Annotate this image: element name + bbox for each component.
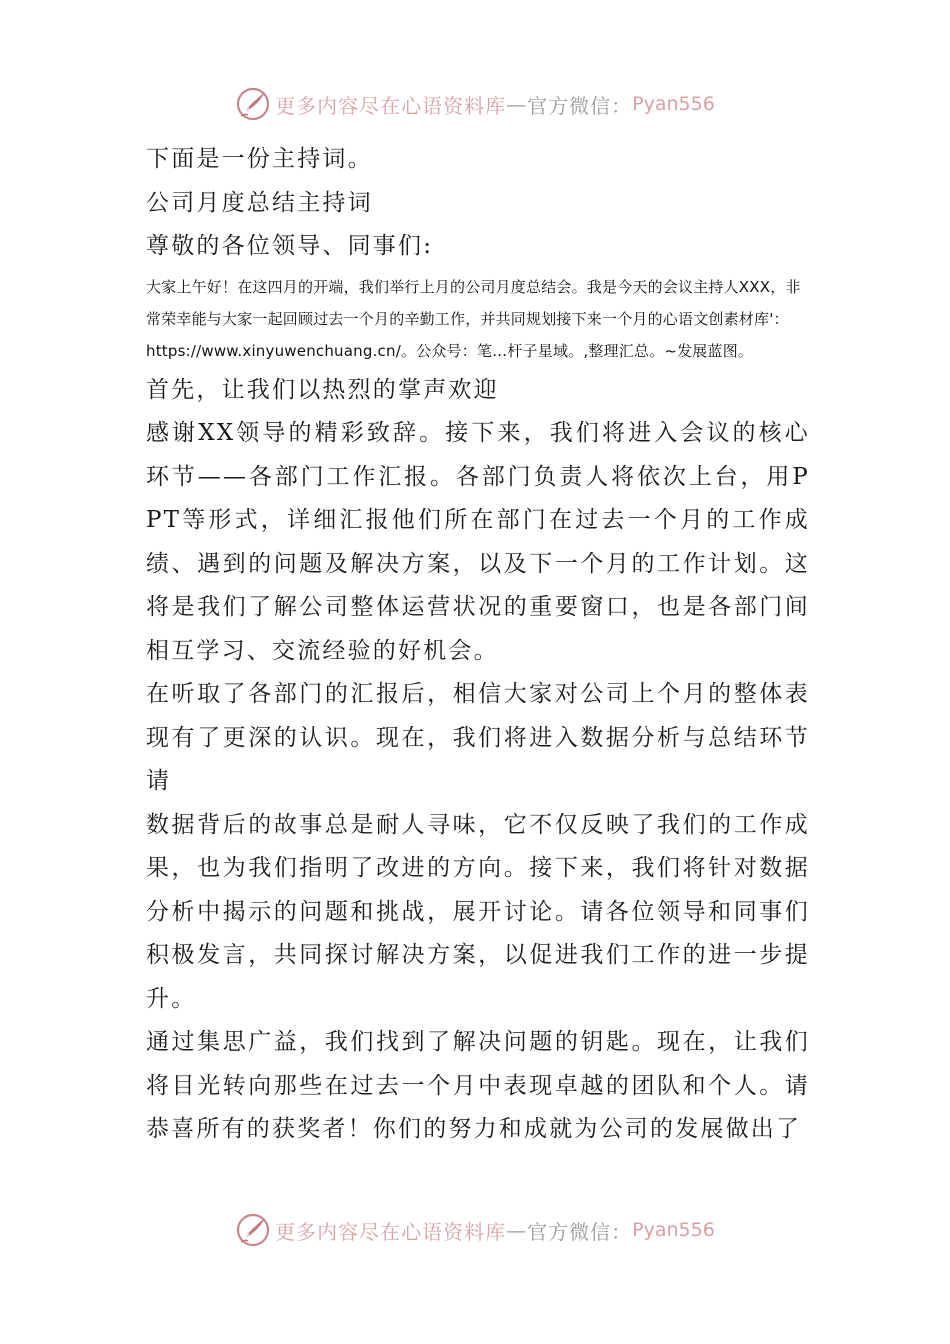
quill-logo-icon: [235, 1212, 271, 1248]
banner-wechat-label: 官方微信：: [527, 93, 633, 118]
paragraph-awards: 通过集思广益，我们找到了解决问题的钥匙。现在，让我们将目光转向那些在过去一个月中表现卓越的团队和个人。请恭喜所有的获奖者！你们的努力和成就为公司的发展做出了: [146, 1029, 810, 1142]
banner-title: 更多内容尽在心语资料库: [275, 1219, 507, 1244]
paragraph-discussion: 数据背后的故事总是耐人寻味，它不仅反映了我们的工作成果，也为我们指明了改进的方向。接下来，我们将针对数据分析中揭示的问题和挑战，展开讨论。请各位领导和同事们积极发言，共同探讨解决方案，以促进我们工作的进一步提升。: [146, 811, 810, 1012]
quill-logo-icon: [235, 86, 271, 122]
salutation: 尊敬的各位领导、同事们:: [146, 233, 434, 259]
header-banner: [0, 84, 950, 124]
banner-dash: —: [506, 1218, 528, 1242]
paragraph-reports: 感谢XX领导的精彩致辞。接下来，我们将进入会议的核心环节——各部门工作汇报。各部门负责人将依次上台，用PPT等形式，详细汇报他们所在部门在过去一个月的工作成绩、遇到的问题及解决方案，以及下一个月的工作计划。这将是我们了解公司整体运营状况的重要窗口，也是各部门间相互学习、交流经验的好机会。: [146, 420, 810, 664]
intro-line: 下面是一份主持词。: [146, 146, 373, 172]
banner-title: 更多内容尽在心语资料库: [275, 93, 507, 118]
footer-banner: [0, 1210, 950, 1250]
opening-paragraph: 大家上午好！在这四月的开端，我们举行上月的公司月度总结会。我是今天的会议主持人XXX，非常荣幸能与大家一起回顾过去一个月的辛勤工作，并共同规划接下来一个月的心语文创素材库'：https://www.xinyuwenchuang.cn/。公众号：笔…杆子星域。,整理汇总。~发展蓝图。: [146, 277, 801, 360]
paragraph-analysis: 在听取了各部门的汇报后，相信大家对公司上个月的整体表现有了更深的认识。现在，我们将进入数据分析与总结环节请: [146, 681, 810, 794]
document-body: [146, 138, 810, 1152]
document-title: 公司月度总结主持词: [146, 189, 373, 216]
welcome-line: 首先，让我们以热烈的掌声欢迎: [146, 376, 499, 403]
banner-wechat-label: 官方微信：: [527, 1219, 633, 1244]
banner-wechat-id: Pyan556: [632, 93, 715, 115]
banner-dash: —: [506, 92, 528, 116]
banner-wechat-id: Pyan556: [632, 1219, 715, 1241]
